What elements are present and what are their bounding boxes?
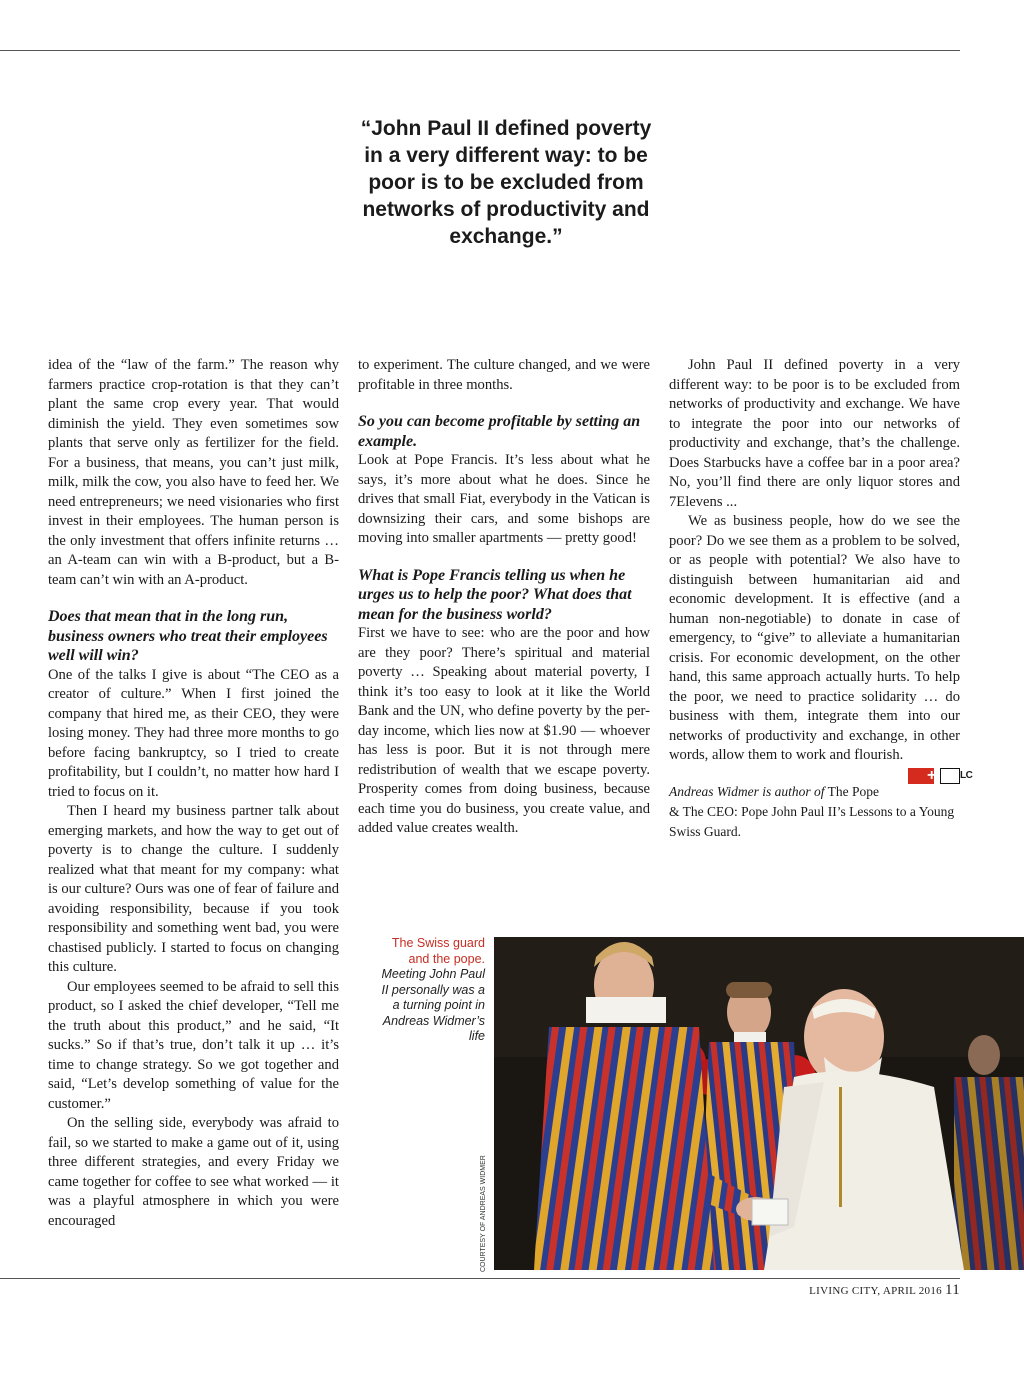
photo-illustration [494,937,1024,1270]
publication-name: LIVING CITY, APRIL 2016 [809,1285,942,1297]
bottom-rule [0,1278,960,1279]
author-bio-book: The Pope & The CEO: Pope John Paul II’s Lessons to a Young Swiss Guard. [669,783,955,839]
end-mark [889,767,973,787]
article-column-2 [358,356,650,839]
swiss-flag-icon: + [908,768,934,784]
article-column-1 [48,356,339,1231]
interview-question: Does that mean that in the long run, business owners who treat their employees well will win? [48,608,328,664]
paragraph: Then I heard my business partner talk about emerging markets, and how the way to get out of poverty is to change the culture. I suddenly realized what that meant for my company: what is our culture? Ours was one of fear of failure and avoiding responsibility, because if you took responsibility and something went bad, you were chastised publicly. I started to focus on changing this culture. [48,803,339,975]
interview-question: So you can become profitable by setting an example. [358,413,641,450]
photo-credit-wrap [480,1155,490,1384]
living-city-logo-icon: LC [940,768,960,784]
paragraph [669,512,973,785]
article-column-3 [669,356,973,842]
caption-lead: The Swiss guard and the pope. [391,936,485,966]
author-bio [669,782,960,842]
paragraph: to experiment. The culture changed, and we were profitable in three months. [358,357,650,393]
swiss-guard-photo [494,937,1024,1270]
interview-question: What is Pope Francis telling us when he urges us to help the poor? What does that mean for the business world? [358,566,632,623]
paragraph-text: We as business people, how do we see the poor? Do we see them as a problem to be solved, or as people with potential? We also have to distinguish between humanitarian aid and economic development. It is effective (and a human non-negotiable) to donate in case of emergency, to “give” to alleviate a humanitarian crisis. For economic development, on the other hand, this same approach actually hurts. To help the poor, we need to practice solidarity … do business with them, integrate them into our networks of productivity and exchange, in other words, allow them to work and flourish. [669,513,960,763]
paragraph: On the selling side, everybody was afraid to fail, so we started to make a game out of it, using three different strategies, and every Friday we came together for coffee to see what worked — it was a playful atmosphere in which you were encouraged [48,1115,339,1229]
paragraph: One of the talks I give is about “The CEO as a creator of culture.” When I first joined the company that hired me, as their CEO, they were losing money. They had three more months to go before facing bankruptcy, so I tried to create profitability, but I couldn’t, no matter how hard I tried to focus on it. [48,666,339,800]
caption-text: Meeting John Paul II personally was a a turning point in Andreas Widmer’s life [381,967,485,1043]
paragraph: idea of the “law of the farm.” The reason why farmers practice crop-rotation is that they can’t plant the same crop every year. That would diminish the yield. They even sometimes sow plants that serve only as fertilizer for the field. For a business, that means, you can’t just milk, milk, milk the cow, you also have to feed her. We need entrepreneurs; we need visionaries who first invest in their employees. The human person is the only investment that offers infinite returns … an A-team can win with a B-product, but a B-team can’t win with an A-product. [48,357,339,588]
paragraph: Look at Pope Francis. It’s less about what he says, it’s more about what he does. Since he drives that small Fiat, everybody in the Vatican is downsizing their cars, and some bishops are moving into smaller apartments — pretty good! [358,452,650,546]
photo-credit: COURTESY OF ANDREAS WIDMER [480,1155,487,1272]
page-number: 11 [944,1282,960,1298]
pull-quote: “John Paul II defined poverty in a very different way: to be poor is to be excluded from networks of productivity and exchange.” [360,117,652,248]
paragraph: John Paul II defined poverty in a very different way: to be poor is to be excluded from networks of productivity and exchange. We have to integrate the poor into our networks of productivity and exchange, that’s the challenge. Does Starbucks have a coffee bar in a poor area? No, you’ll find there are only liquor stores and 7Elevens ... [669,357,960,510]
photo-caption [374,936,485,1045]
author-bio-name: Andreas Widmer is author of [669,783,825,799]
page-footer [809,1282,960,1299]
paragraph: Our employees seemed to be afraid to sell this product, so I asked the chief developer, “Tell me the truth about this product,” and he said, “It sucks.” So if that’s true, don’t talk it up … it’s time to change strategy. So we got together and said, “Let’s develop something of value for the customer.” [48,978,339,1112]
top-rule [0,50,960,51]
paragraph: First we have to see: who are the poor and how are they poor? There’s spiritual and material poverty … Speaking about material poverty, I think it’s too easy to look at it like the World Bank and the UN, who define poverty by the per-day income, which lies now at $1.90 — whoever has less is poor. But it is not through mere redistribution of wealth that we escape poverty. Prosperity comes from doing business, because each time you do business, you create value, and added value creates wealth. [358,625,650,836]
